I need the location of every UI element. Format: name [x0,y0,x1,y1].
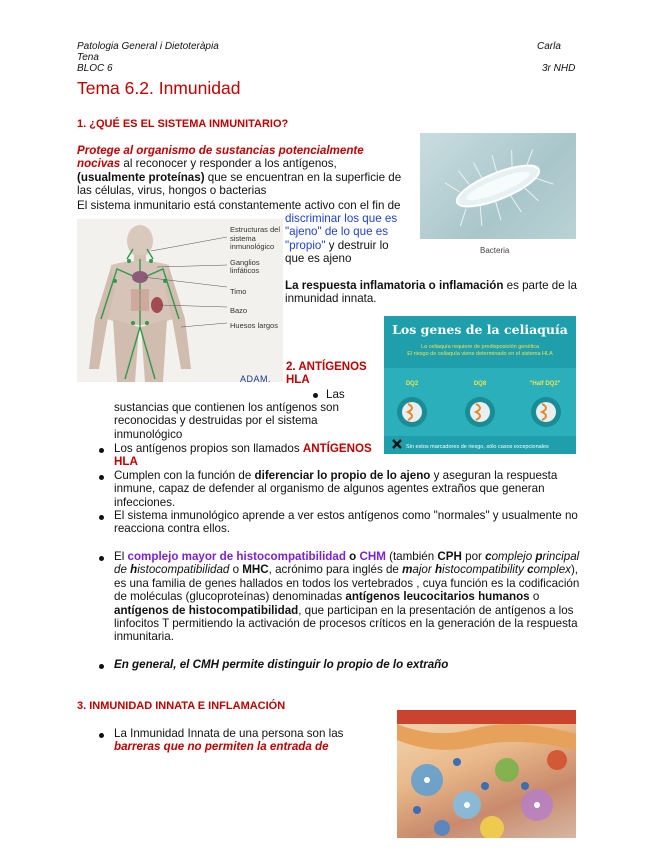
text-purple: complejo mayor de histocompatibilidad [127,550,346,563]
text-bold: o [345,550,360,563]
text-blue: discriminar los que es "ajeno" de lo que es "propio" [285,212,398,252]
header-block: BLOC 6 [77,63,113,74]
section2-bullet3 [114,469,580,509]
bullet [99,733,104,738]
text-span: o [529,590,540,604]
text-span: , acrónimo para inglés de [268,563,403,577]
gene-label-dq8: DQ8 [473,381,487,387]
text-bold: antígenos leucocitarios humanos [345,590,530,604]
gene-icon-dq8 [465,397,495,427]
section2-bullet2 [114,442,382,469]
term-mhc: major histocompatibility complex [402,563,571,577]
text-span: La Inmunidad Innata de una persona son las [114,727,344,740]
celiac-genes-image [384,316,576,454]
section1-paragraph3 [285,279,577,306]
section2-heading-line1: 2. ANTÍGENOS [286,361,367,373]
section1-paragraph1 [77,144,407,198]
bullet [313,393,318,398]
section2-bullet1-text: sustancias que contienen los antígenos son reconocidas y destruidas por el sistema inmunológico [114,401,339,441]
text-purple: CHM [359,550,386,563]
section2-bullet5: El complejo mayor de histocompatibilidad o CHM (también CPH por complejo principal de histocompatibilidad o MHC, acrónimo para inglés de major histocompatibility complex), es una familia de genes hallados en todos los vertebrados , cuya función es la codificación de moléculas (glucoproteínas) denominadas antígenos leucocitarios humanos o antígenos de histocompatibilidad, que participan en la presentación de antígenos a los linfocitos T permitiendo la activación de procesos críticos en la generación de la respuesta inmunitaria. [114,550,580,644]
section3-heading: 3. INMUNIDAD INNATA E INFLAMACIÓN [77,700,286,712]
text-span: es parte de la inmunidad innata. [285,279,577,306]
section2-heading-line2: HLA [286,374,310,386]
gene-icons [384,390,576,434]
cross-icon [392,439,402,449]
header-course-line1: Patologia General i Dietoteràpia [77,41,219,52]
text-span: (también [385,550,438,563]
text-red: ANTÍGENOS HLA [114,442,372,469]
text-span: y destruir lo que es ajeno [285,238,389,266]
text-span: que se encuentran en la superficie de las células, virus, hongos o bacterias [77,170,402,198]
bullet [99,556,104,561]
bullet [99,475,104,480]
text-red: barreras que no permiten la entrada de [114,740,329,754]
text-bold: diferenciar lo propio de lo ajeno [254,469,431,482]
header-course-line2: Tena [77,52,99,63]
section1-heading: 1. ¿QUÉ ES EL SISTEMA INMUNITARIO? [77,118,289,130]
section2-heading [286,361,367,387]
text-span: , que participan en la presentación de antígenos a los linfocitos T permitiendo la activación de procesos críticos en la generación de la respuesta inmunitaria. [114,603,578,644]
header-group: 3r NHD [542,63,576,74]
text-bold: antígenos de histocompatibilidad [114,603,299,617]
section1-highlight: Protege al organismo de sustancias potencialmente nocivas [77,144,364,171]
celiac-title: Los genes de la celiaquía [392,322,568,337]
section1-paragraph2: El sistema inmunitario está constantemente activo con el fin de [77,199,401,212]
bacteria-image [420,133,576,239]
text-span: al reconocer y responder a los antígenos, [120,157,337,171]
figure-label-long-bones: Huesos largos [230,320,278,330]
bullet [99,515,104,520]
bullet [99,664,104,669]
bacteria-caption: Bacteria [480,246,510,255]
text-span: Los antígenos propios son llamados [114,442,303,455]
celiac-subtitle-line2: El riesgo de celiaquía viene determinado en el sistema HLA [407,351,553,357]
innate-immunity-illustration [397,710,576,838]
celiac-footer: Sin estos marcadores de riesgo, sólo casos excepcionales [406,444,549,450]
text-span: por [461,550,486,563]
gene-icon-half-dq2 [531,397,561,427]
section1-paragraph2-cont [285,212,407,266]
figure-label-thymus: Timo [230,286,247,296]
section2-bullet4: El sistema inmunológico aprende a ver estos antígenos como "normales" y usualmente no reacciona contra ellos. [114,509,578,536]
text-span: y aseguran la respuesta inmune, capaz de defender al organismo de algunos agentes extraños que generan infecciones. [114,469,558,509]
celiac-subtitle [384,344,576,358]
gene-icon-dq2 [397,397,427,427]
text-bold: La respuesta inflamatoria o inflamación [285,279,504,292]
text-bold: CPH [437,550,462,563]
adam-logo: ADAM. [240,374,272,384]
text-span: ), es una familia de genes hallados en todos los vertebrados , cuya función es la codificación de moléculas (glucoproteínas) denominadas [114,563,580,604]
gene-label-dq2: DQ2 [405,381,419,387]
page-title: Tema 6.2. Inmunidad [77,78,241,98]
innate-immunity-image [397,710,576,838]
text-span: Cumplen con la función de [114,469,255,482]
bullet [99,448,104,453]
figure-label-spleen: Bazo [230,306,248,315]
section3-bullet1 [114,727,364,754]
header-author: Carla [537,41,561,52]
term-cph: complejo principal de histocompatibilidad [114,550,580,577]
section2-bullet1-start: Las [326,388,345,401]
bacteria-illustration [420,133,576,239]
figure-label-structures: Estructuras del sistema inmunológico [230,225,281,251]
celiac-subtitle-line1: La celiaquía requiere de predisposición genética [420,344,540,350]
figure-label-lymph-nodes: Ganglios linfáticos [230,257,260,275]
text-span: El [114,550,128,563]
text-bold: (usualmente proteínas) [77,170,205,184]
figure-labels [230,226,290,330]
section2-bullet6: En general, el CMH permite distinguir lo propio de lo extraño [114,658,449,671]
gene-label-half-dq2: "Half DQ2" [529,381,561,387]
header-course [77,41,219,74]
